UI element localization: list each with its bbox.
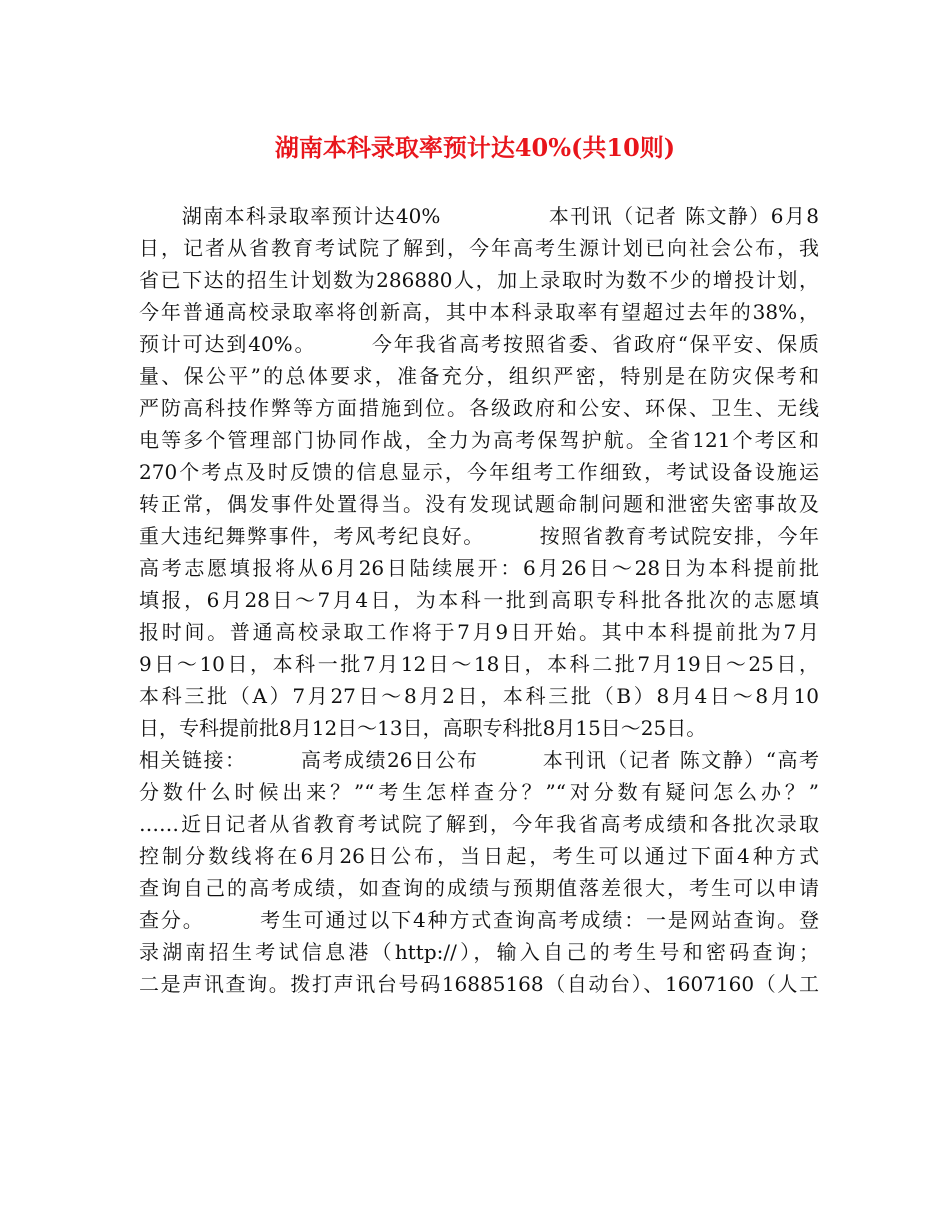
- body-line: 报时间。普通高校录取工作将于7月9日开始。其中本科提前批为7月: [139, 620, 819, 644]
- body-line: 查询自己的高考成绩，如查询的成绩与预期值落差很大，考生可以申请: [139, 876, 819, 900]
- body-line: 重大违纪舞弊事件，考风考纪良好。 按照省教育考试院安排，今年: [139, 524, 819, 548]
- body-line: 二是声讯查询。拨打声讯台号码16885168（自动台）、1607160（人工: [139, 972, 819, 996]
- body-line: 日，记者从省教育考试院了解到，今年高考生源计划已向社会公布，我: [139, 236, 819, 260]
- body-line: 填报，6月28日～7月4日，为本科一批到高职专科批各批次的志愿填: [139, 588, 819, 612]
- body-line: 转正常，偶发事件处置得当。没有发现试题命制问题和泄密失密事故及: [139, 492, 819, 516]
- body-line: 查分。 考生可通过以下4种方式查询高考成绩：一是网站查询。登: [139, 908, 819, 932]
- body-line: 270个考点及时反馈的信息显示，今年组考工作细致，考试设备设施运: [139, 460, 819, 484]
- body-line: 电等多个管理部门协同作战，全力为高考保驾护航。全省121个考区和: [139, 428, 819, 452]
- body-line: 控制分数线将在6月26日公布，当日起，考生可以通过下面4种方式: [139, 844, 819, 868]
- body-line: 量、保公平”的总体要求，准备充分，组织严密，特别是在防灾保考和: [139, 364, 819, 388]
- body-line: 日，专科提前批8月12日～13日，高职专科批8月15日～25日。: [139, 716, 707, 740]
- body-line: 今年普通高校录取率将创新高，其中本科录取率有望超过去年的38%，: [139, 300, 819, 324]
- body-line: 省已下达的招生计划数为286880人，加上录取时为数不少的增投计划，: [139, 268, 819, 292]
- document-body: [139, 200, 819, 1000]
- body-line: 9日～10日，本科一批7月12日～18日，本科二批7月19日～25日，: [139, 652, 819, 676]
- body-line: 本科三批（A）7月27日～8月2日，本科三批（B）8月4日～8月10: [139, 684, 819, 708]
- body-line: 录湖南招生考试信息港（http://），输入自己的考生号和密码查询；: [139, 940, 819, 964]
- body-line: ……近日记者从省教育考试院了解到，今年我省高考成绩和各批次录取: [139, 812, 819, 836]
- body-line: 高考志愿填报将从6月26日陆续展开：6月26日～28日为本科提前批: [139, 556, 819, 580]
- body-line: 相关链接： 高考成绩26日公布 本刊讯（记者 陈文静）“高考: [139, 748, 819, 772]
- body-line: 湖南本科录取率预计达40% 本刊讯（记者 陈文静）6月8: [139, 204, 819, 228]
- body-line: 分数什么时候出来？”“考生怎样查分？”“对分数有疑问怎么办？”: [139, 780, 819, 804]
- document-title: 湖南本科录取率预计达40%(共10则): [274, 133, 676, 162]
- body-line: 预计可达到40%。 今年我省高考按照省委、省政府“保平安、保质: [139, 332, 819, 356]
- body-line: 严防高科技作弊等方面措施到位。各级政府和公安、环保、卫生、无线: [139, 396, 819, 420]
